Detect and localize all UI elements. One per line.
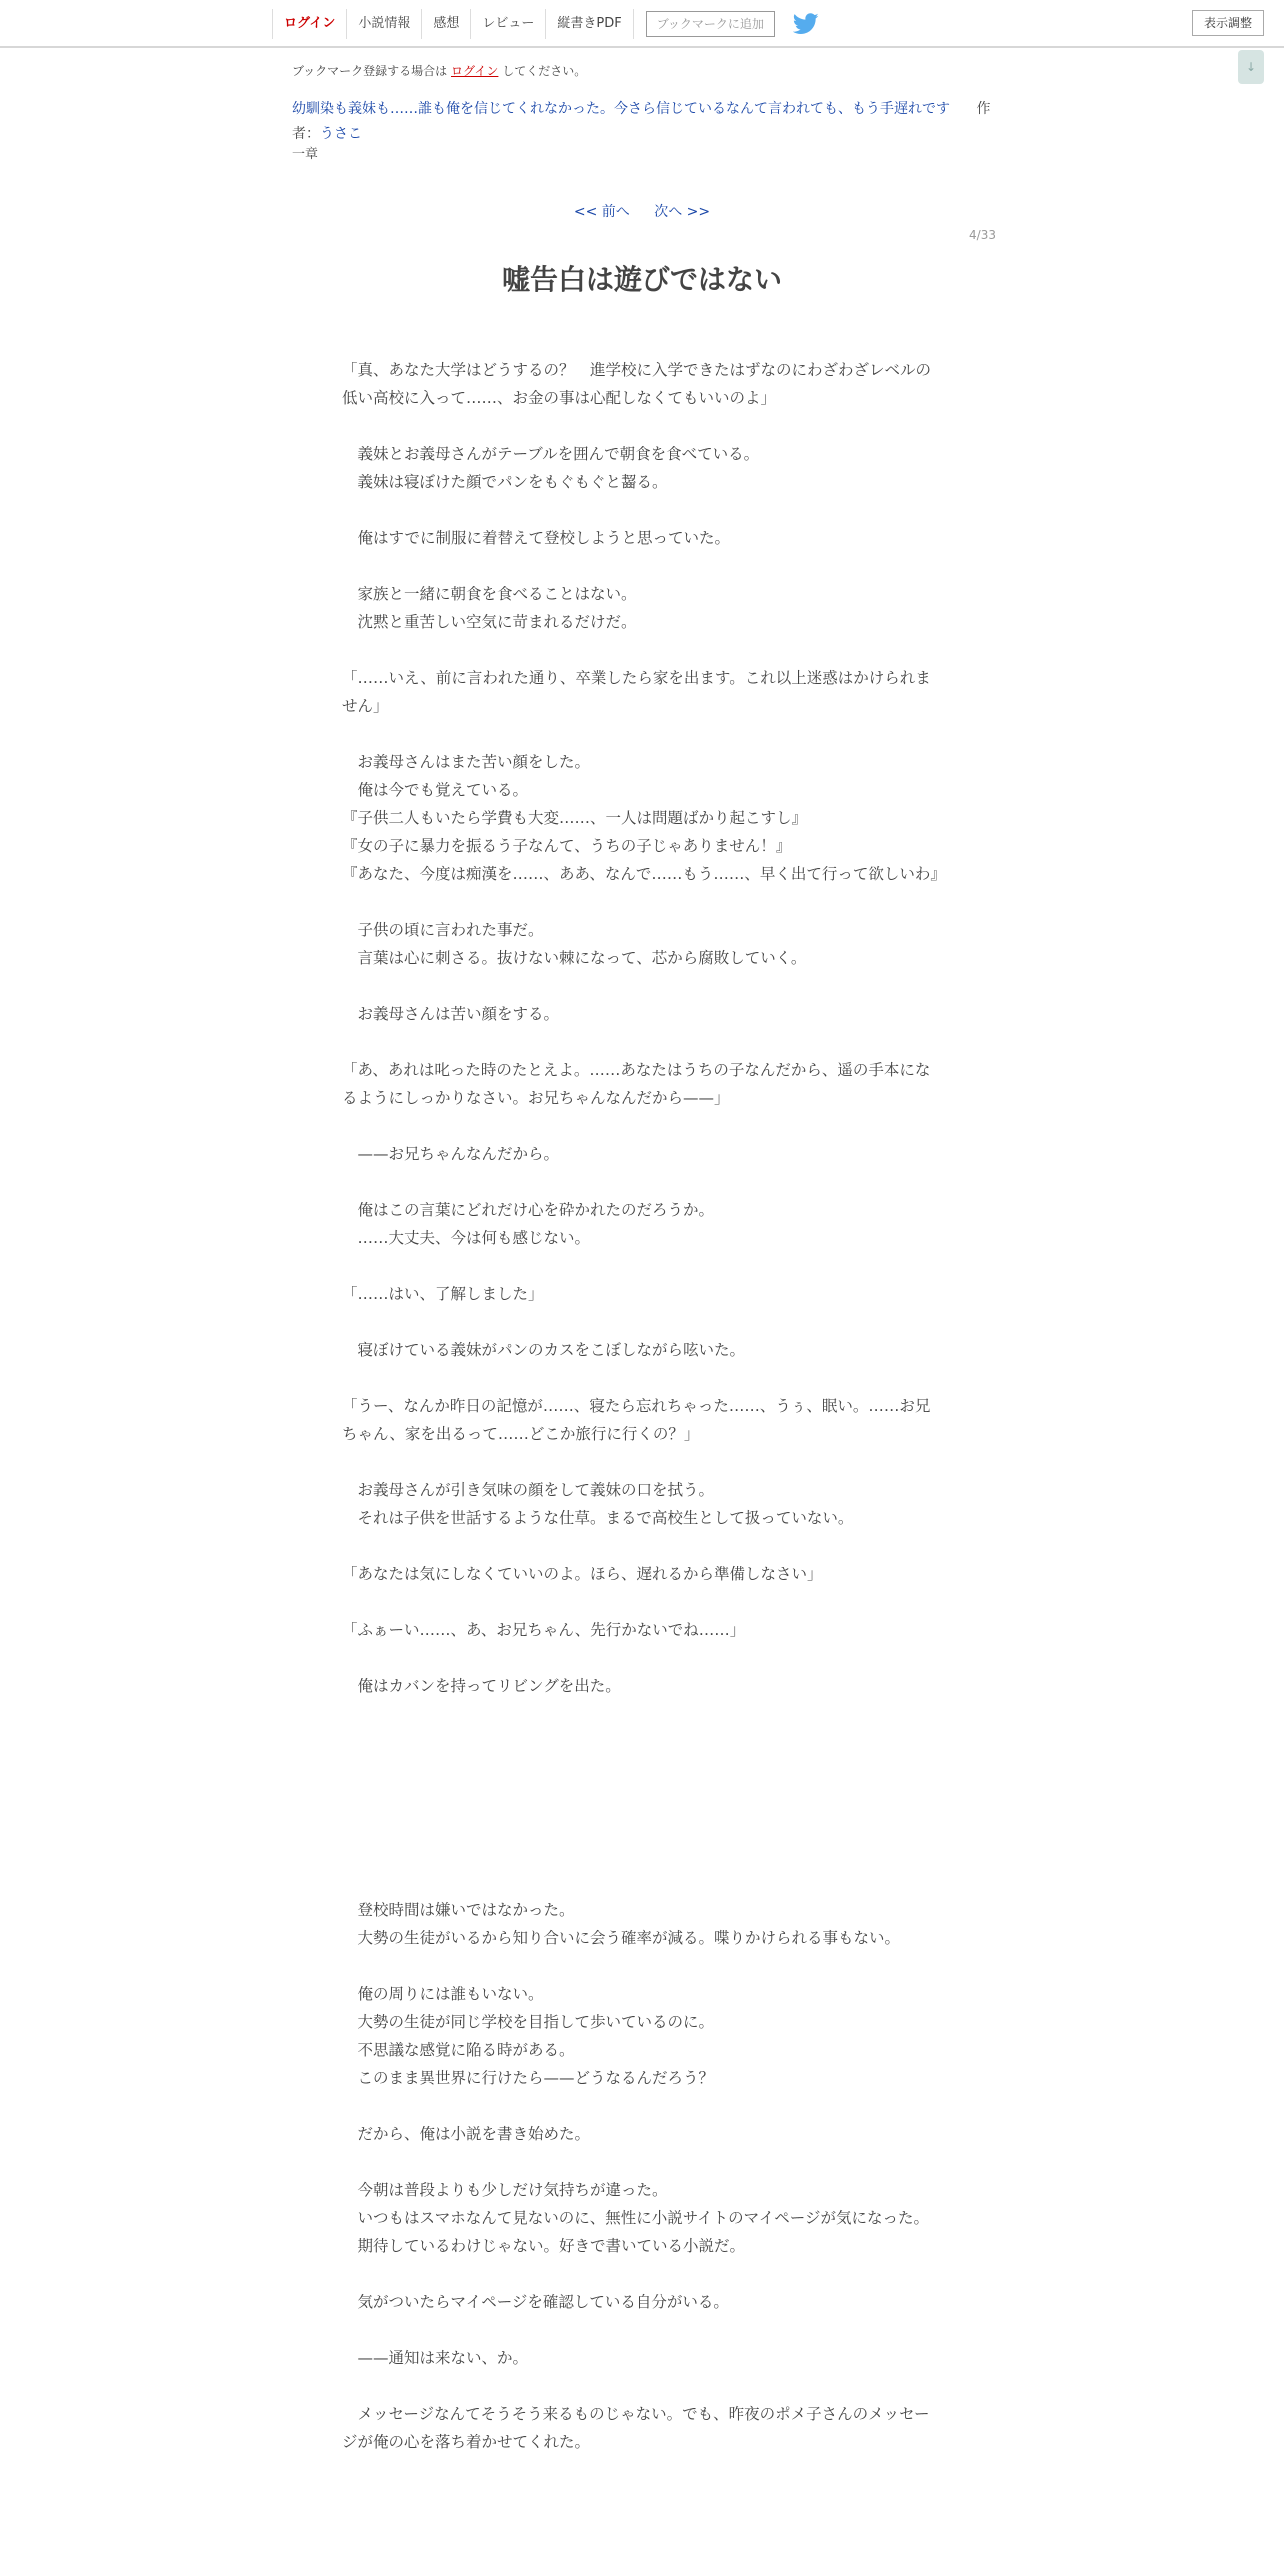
- body-line: 俺はすでに制服に着替えて登校しようと思っていた。: [342, 529, 730, 547]
- nav-review[interactable]: レビュー: [470, 9, 545, 39]
- body-line: [342, 1448, 942, 1476]
- body-line: [342, 720, 942, 748]
- display-settings-button[interactable]: 表示調整: [1192, 10, 1264, 36]
- body-line: 俺はこの言葉にどれだけ心を砕かれたのだろうか。: [342, 1201, 715, 1219]
- scroll-down-button[interactable]: ↓: [1238, 50, 1264, 84]
- body-line: ……大丈夫、今は何も感じない。: [342, 1229, 591, 1247]
- body-line: [342, 1364, 942, 1392]
- body-line: [342, 972, 942, 1000]
- body-line: 寝ぼけている義妹がパンのカスをこぼしながら呟いた。: [342, 1341, 746, 1359]
- body-line: 義妹とお義母さんがテーブルを囲んで朝食を食べている。: [342, 445, 760, 463]
- body-line: 言葉は心に刺さる。抜けない棘になって、芯から腐敗していく。: [342, 949, 807, 967]
- novel-header: [292, 97, 996, 147]
- body-line: [342, 2372, 942, 2400]
- nav-login[interactable]: ログイン: [272, 9, 346, 39]
- body-line: [342, 412, 942, 440]
- body-line: お義母さんはまた苦い顔をした。: [342, 753, 591, 771]
- nav-impressions[interactable]: 感想: [421, 9, 470, 39]
- chapter-title: 一章: [292, 147, 319, 162]
- nav-vertical-pdf[interactable]: 縦書きPDF: [545, 9, 633, 39]
- body-line: 『女の子に暴力を振るう子なんて、うちの子じゃありません！』: [342, 837, 792, 855]
- login-link[interactable]: ログイン: [451, 64, 499, 78]
- body-line: 家族と一緒に朝食を食べることはない。: [342, 585, 637, 603]
- nav-novel-info[interactable]: 小説情報: [346, 9, 421, 39]
- author-link[interactable]: うさこ: [320, 126, 362, 142]
- body-line: 期待しているわけじゃない。好きで書いている小説だ。: [342, 2237, 746, 2255]
- body-line: いつもはスマホなんて見ないのに、無性に小説サイトのマイページが気になった。: [342, 2209, 929, 2227]
- body-line: 「……いえ、前に言われた通り、卒業したら家を出ます。これ以上迷惑はかけられません」: [342, 669, 931, 715]
- body-line: 子供の頃に言われた事だ。: [342, 921, 544, 939]
- add-bookmark-button[interactable]: ブックマークに追加: [646, 11, 775, 37]
- body-line: 俺の周りには誰もいない。: [342, 1985, 544, 2003]
- body-line: だから、俺は小説を書き始めた。: [342, 2125, 591, 2143]
- body-line: 大勢の生徒がいるから知り合いに会う確率が減る。喋りかけられる事もない。: [342, 1929, 901, 1947]
- body-line: 「……はい、了解しました」: [342, 1285, 544, 1303]
- body-line: [342, 1028, 942, 1056]
- body-line: [342, 1588, 942, 1616]
- body-line: ——通知は来ない、か。: [342, 2349, 529, 2367]
- body-line: [342, 2092, 942, 2120]
- body-line: 「あなたは気にしなくていいのよ。ほら、遅れるから準備しなさい」: [342, 1565, 823, 1583]
- episode-pager: [0, 201, 1284, 221]
- body-line: 俺は今でも覚えている。: [342, 781, 529, 799]
- body-line: 登校時間は嫌いではなかった。: [342, 1901, 575, 1919]
- body-line: [342, 1700, 942, 1728]
- body-line: 義妹は寝ぼけた顔でパンをもぐもぐと齧る。: [342, 473, 668, 491]
- body-line: 「ふぁーい……、あ、お兄ちゃん、先行かないでね……」: [342, 1621, 746, 1639]
- novel-title-link[interactable]: 幼馴染も義妹も……誰も俺を信じてくれなかった。今さら信じているなんて言われても、もう手遅れです: [292, 101, 950, 117]
- body-line: [342, 1308, 942, 1336]
- body-line: [342, 552, 942, 580]
- bookmark-login-note: [292, 62, 586, 79]
- body-line: [342, 1112, 942, 1140]
- login-note-suffix: してください。: [502, 64, 587, 78]
- episode-counter: 4/33: [969, 228, 996, 242]
- body-line: [342, 2260, 942, 2288]
- novel-body-text: [342, 356, 946, 2456]
- episode-title: 嘘告白は遊びではない: [501, 263, 782, 296]
- body-line: 「真、あなた大学はどうするの？ 進学校に入学できたはずなのにわざわざレベルの低い高校に入って……、お金の事は心配しなくてもいいのよ」: [342, 361, 932, 407]
- body-line: お義母さんが引き気味の顔をして義妹の口を拭う。: [342, 1481, 715, 1499]
- twitter-bird-icon[interactable]: [793, 13, 819, 35]
- next-episode-link[interactable]: 次へ >>: [654, 204, 711, 220]
- body-line: [342, 2316, 942, 2344]
- body-line: 今朝は普段よりも少しだけ気持ちが違った。: [342, 2181, 668, 2199]
- prev-episode-link[interactable]: << 前へ: [573, 204, 630, 220]
- body-line: [342, 1252, 942, 1280]
- body-line: 「あ、あれは叱った時のたとえよ。……あなたはうちの子なんだから、遥の手本になるようにしっかりなさい。お兄ちゃんなんだから——」: [342, 1061, 931, 1107]
- body-line: お義母さんは苦い顔をする。: [342, 1005, 560, 1023]
- body-line: [342, 1784, 942, 1812]
- body-line: [342, 1840, 942, 1868]
- body-line: このまま異世界に行けたら——どうなるんだろう？: [342, 2069, 715, 2087]
- author-label: 作者：: [292, 101, 991, 142]
- body-line: [342, 1168, 942, 1196]
- body-line: メッセージなんてそうそう来るものじゃない。でも、昨夜のポメ子さんのメッセージが俺の心を落ち着かせてくれた。: [342, 2405, 930, 2451]
- body-line: 『あなた、今度は痴漢を……、ああ、なんで……もう……、早く出て行って欲しいわ』: [342, 865, 946, 883]
- nav-menu: [272, 8, 819, 40]
- body-line: [342, 1532, 942, 1560]
- body-line: [342, 888, 942, 916]
- body-line: [342, 1644, 942, 1672]
- body-line: それは子供を世話するような仕草。まるで高校生として扱っていない。: [342, 1509, 854, 1527]
- body-line: [342, 636, 942, 664]
- body-line: [342, 1868, 942, 1896]
- top-navigation-bar: [0, 0, 1284, 48]
- body-line: 気がついたらマイページを確認している自分がいる。: [342, 2293, 729, 2311]
- body-line: 「うー、なんか昨日の記憶が……、寝たら忘れちゃった……、うぅ、眠い。……お兄ちゃん、家を出るって……どこか旅行に行くの？」: [342, 1397, 931, 1443]
- body-line: [342, 496, 942, 524]
- body-line: 俺はカバンを持ってリビングを出た。: [342, 1677, 621, 1695]
- body-line: 大勢の生徒が同じ学校を目指して歩いているのに。: [342, 2013, 715, 2031]
- body-line: [342, 1812, 942, 1840]
- body-line: [342, 1952, 942, 1980]
- body-line: ——お兄ちゃんなんだから。: [342, 1145, 560, 1163]
- body-line: 不思議な感覚に陥る時がある。: [342, 2041, 575, 2059]
- body-line: [342, 1756, 942, 1784]
- login-note-text: ブックマーク登録する場合は: [292, 64, 448, 78]
- body-line: [342, 2148, 942, 2176]
- body-line: [342, 1728, 942, 1756]
- body-line: 『子供二人もいたら学費も大変……、一人は問題ばかり起こすし』: [342, 809, 808, 827]
- body-line: 沈黙と重苦しい空気に苛まれるだけだ。: [342, 613, 637, 631]
